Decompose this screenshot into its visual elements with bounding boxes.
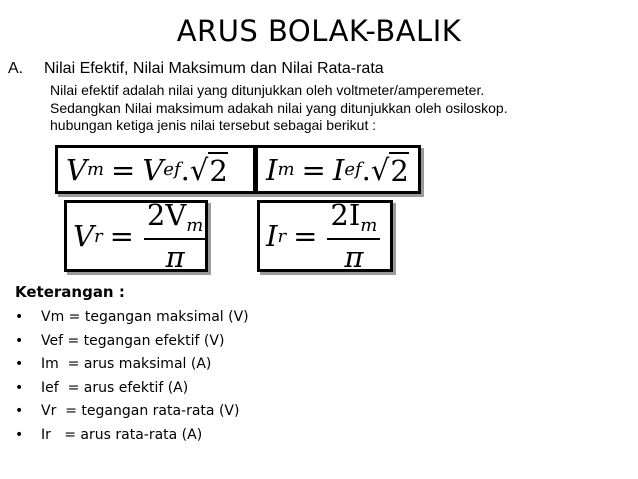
bullet-icon: • [15, 332, 24, 349]
formula-ir [257, 197, 393, 274]
section-paragraph [50, 82, 630, 135]
legend-item [15, 330, 249, 354]
legend-item [15, 353, 249, 377]
legend-item-text: Im = arus maksimal (A) [41, 356, 212, 372]
formula-ir-den: π [344, 239, 364, 274]
section-heading-text: Nilai Efektif, Nilai Maksimum dan Nilai Rata-rata [44, 60, 384, 77]
formula-im-lhs: I [266, 152, 278, 187]
section-letter: A. [8, 60, 24, 77]
formula-vm-eq: = [111, 152, 136, 187]
bullet-icon: • [15, 426, 24, 443]
formula-vr-num: 2V [146, 197, 187, 232]
formula-vm-rhs-sub: ef [163, 159, 181, 180]
formula-vr-lhs: V [73, 219, 94, 253]
formula-im-eq: = [301, 152, 326, 187]
formula-im-rhs: I [332, 152, 345, 187]
formula-im-dot: . [361, 152, 371, 187]
legend-item [15, 400, 249, 424]
legend-item-text: Vef = tegangan efektif (V) [41, 332, 225, 349]
formula-vr-lhs-sub: r [93, 225, 103, 247]
formula-vr-fraction [144, 197, 206, 274]
formula-vr-eq: = [109, 219, 134, 253]
legend-item-text: Ief = arus efektif (A) [41, 379, 189, 396]
formula-vm-lhs: V [66, 152, 87, 187]
legend-item-text: Ir = arus rata-rata (A) [41, 426, 203, 443]
formula-im-root: 2 [390, 153, 409, 188]
legend-item [15, 424, 249, 448]
legend-list [15, 306, 249, 447]
legend-item-text: Vr = tegangan rata-rata (V) [41, 403, 240, 419]
legend-item [15, 306, 249, 330]
formula-ir-lhs-sub: r [277, 225, 287, 247]
sqrt-symbol: √ [370, 152, 390, 187]
formula-im-lhs-sub: m [277, 159, 295, 180]
formula-ir-num: 2I [330, 197, 361, 232]
formula-vm-dot: . [180, 152, 190, 187]
formula-ir-lhs: I [266, 219, 278, 253]
section-heading [8, 60, 384, 78]
formula-ir-eq: = [293, 219, 318, 253]
formula-ir-num-sub: m [360, 214, 378, 236]
formula-vm-rhs: V [142, 152, 164, 187]
formula-im-rhs-sub: ef [344, 159, 362, 180]
formula-ir-fraction [327, 197, 380, 274]
bullet-icon: • [15, 356, 24, 372]
formula-im [255, 145, 421, 194]
formula-vr [64, 197, 208, 274]
slide-title: ARUS BOLAK-BALIK [176, 14, 462, 48]
formula-vm-root: 2 [209, 153, 228, 188]
bullet-icon: • [15, 379, 24, 396]
formula-vm [55, 145, 256, 194]
legend-item [15, 377, 249, 401]
sqrt-symbol: √ [189, 152, 209, 187]
paragraph-line-3: hubungan ketiga jenis nilai tersebut sebagai berikut : [50, 117, 377, 133]
legend-title: Keterangan : [15, 283, 125, 301]
formula-vm-lhs-sub: m [86, 159, 105, 180]
formula-vr-num-sub: m [186, 214, 204, 236]
formula-vr-den: π [165, 239, 185, 274]
bullet-icon: • [15, 403, 24, 419]
bullet-icon: • [15, 309, 24, 325]
paragraph-line-1: Nilai efektif adalah nilai yang ditunjukkan oleh voltmeter/amperemeter. [50, 82, 485, 98]
paragraph-line-2: Sedangkan Nilai maksimum adakah nilai yang ditunjukkan oleh osiloskop. [50, 99, 508, 116]
legend-item-text: Vm = tegangan maksimal (V) [41, 309, 249, 325]
